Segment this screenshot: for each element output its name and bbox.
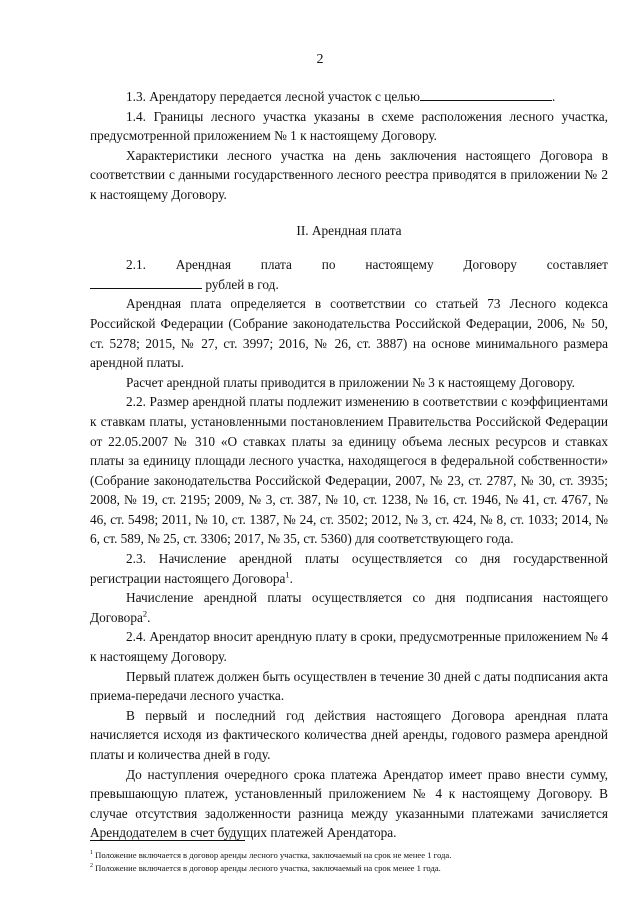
footnote-2-mark: 2 bbox=[90, 863, 93, 870]
rent-amount-blank-line bbox=[90, 276, 202, 289]
paragraph-1-3-text: 1.3. Арендатору передается лесной участок с целью bbox=[126, 89, 420, 104]
footnote-1 bbox=[90, 849, 610, 861]
p21-word: Договору bbox=[463, 257, 517, 273]
p21-word: настоящему bbox=[365, 257, 434, 273]
p21-word: 2.1. bbox=[126, 257, 146, 273]
footnote-2 bbox=[90, 862, 610, 874]
p21-word: плата bbox=[260, 257, 292, 273]
paragraph-2-3-alt: Начисление арендной платы осуществляется со дня подписания настоящего Договора$^2$. bbox=[90, 590, 608, 625]
paragraph-2-1-line2 bbox=[90, 275, 608, 295]
footnote-1-mark: 1 bbox=[90, 850, 93, 857]
paragraph-2-3: 2.3. Начисление арендной платы осуществляется со дня государственной регистрации настоящего Договора$^1$. bbox=[90, 551, 608, 586]
footnote-2-text: Положение включается в договор аренды лесного участка, заключаемый на срок менее 1 года. bbox=[95, 863, 441, 873]
paragraph-2-3-text: 2.3. Начисление арендной платы осуществляется со дня государственной регистрации настоящего Договора bbox=[90, 551, 608, 586]
p21-word: Арендная bbox=[175, 257, 231, 273]
paragraph-characteristics: Характеристики лесного участка на день заключения настоящего Договора в соответствии с данными государственного лесного реестра приводятся в приложении № 2 к настоящему Договору. bbox=[90, 147, 608, 202]
paragraph-first-payment: Первый платеж должен быть осуществлен в течение 30 дней с даты подписания акта приема-передачи лесного участка. bbox=[90, 668, 608, 704]
page-number: 2 bbox=[316, 52, 324, 67]
paragraph-2-2: 2.2. Размер арендной платы подлежит изменению в соответствии с коэффициентами к ставкам платы, установленными постановлением Правительства Российской Федерации от 22.05.2007 № 310 «О ставках платы за единицу объема лесных ресурсов и ставках платы за единицу площади лесного участка, находящегося в федеральной собственности» (Собрание законодательства Российской Федерации, 2007, № 23, ст. 2787, № 30, ст. 3935; 2008, № 19, ст. 2195; 2009, № 3, ст. 387, № 10, ст. 1238, № 16, ст. 1946, № 41, ст. 4767, № 46, ст. 5498; 2011, № 10, ст. 1387, № 24, ст. 3502; 2012, № 3, ст. 424, № 8, ст. 1033; 2014, № 6, ст. 589, № 25, ст. 3306; 2017, № 35, ст. 5360) для соответствующего года. bbox=[90, 394, 608, 547]
paragraph-rent-calc: Расчет арендной платы приводится в приложении № 3 к настоящему Договору. bbox=[126, 374, 575, 390]
rent-amount-suffix: рублей в год. bbox=[205, 276, 279, 292]
footnote-ref-2: 2 bbox=[142, 608, 148, 619]
paragraph-2-4: 2.4. Арендатор вносит арендную плату в сроки, предусмотренные приложением № 4 к настоящему Договору. bbox=[90, 629, 608, 665]
paragraph-1-3 bbox=[90, 87, 608, 107]
p21-word: по bbox=[321, 257, 336, 273]
document-body bbox=[90, 87, 608, 843]
footnote-ref-1: 1 bbox=[285, 569, 290, 580]
footnote-separator bbox=[90, 840, 245, 841]
paragraph-rent-defined: Арендная плата определяется в соответствии со статьей 73 Лесного кодекса Российской Федерации (Собрание законодательства Российской Федерации, 2006, № 50, ст. 5278; 2015, № 27, ст. 3997; 2016, № 26, ст. 3887) на основе минимального размера арендной платы. bbox=[90, 296, 608, 371]
paragraph-1-4: 1.4. Границы лесного участка указаны в схеме расположения лесного участка, предусмотренной приложением № 1 к настоящему Договору. bbox=[90, 108, 608, 144]
paragraph-1-3-period: . bbox=[551, 89, 556, 104]
p21-word: составляет bbox=[546, 257, 608, 273]
paragraph-2-1-line1 bbox=[90, 255, 608, 275]
paragraph-prepayment: До наступления очередного срока платежа Арендатор имеет право внести сумму, превышающую платеж, установленный приложением № 4 к настоящему Договору. В случае отсутствия задолженности разница между указанными платежами зачисляется Арендодателем в счет будущих платежей Арендатора. bbox=[90, 766, 608, 841]
section-title: II. Арендная плата bbox=[296, 222, 402, 238]
paragraph-first-last-year: В первый и последний год действия настоящего Договора арендная плата начисляется исходя из фактического количества дней аренды, годового размера арендной платы и количества дней в году. bbox=[90, 707, 608, 762]
footnote-1-text: Положение включается в договор аренды лесного участка, заключаемый на срок не менее 1 года. bbox=[95, 850, 452, 860]
purpose-blank-line bbox=[420, 88, 552, 101]
paragraph-2-3-alt-text: Начисление арендной платы осуществляется со дня подписания настоящего Договора bbox=[90, 590, 608, 625]
